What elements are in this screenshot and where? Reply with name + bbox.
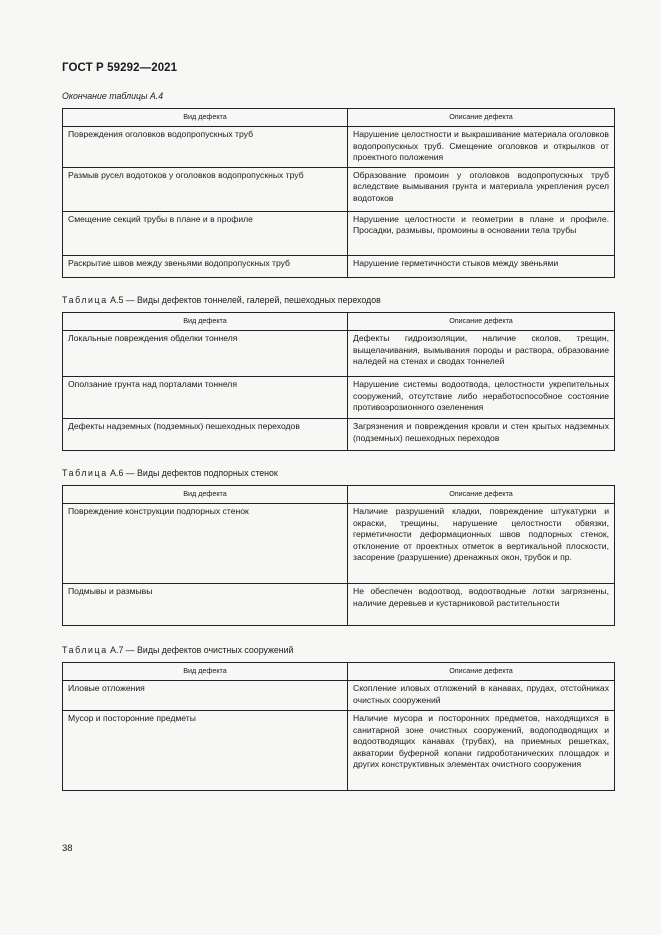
table-row <box>63 211 615 255</box>
defects-table <box>62 108 615 278</box>
table-row <box>63 711 615 791</box>
defect-type-cell: Оползание грунта над порталами тоннеля <box>63 377 348 419</box>
defect-type-cell: Смещение секций трубы в плане и в профиле <box>63 211 348 255</box>
defect-type-cell: Дефекты надземных (подземных) пешеходных переходов <box>63 419 348 451</box>
defect-type-cell: Локальные повреждения обделки тоннеля <box>63 331 348 377</box>
document-code: ГОСТ Р 59292—2021 <box>62 62 178 74</box>
defect-description-cell: Нарушение системы водоотвода, целостности укрепительных сооружений, отсутствие либо неработоспособное состояние противоэрозионного озеленения <box>348 377 615 419</box>
column-header-defect-type: Вид дефекта <box>63 313 348 331</box>
table-caption-text: А.7 — Виды дефектов очистных сооружений <box>107 645 294 655</box>
defects-table <box>62 312 615 451</box>
table-header-row <box>63 663 615 681</box>
defect-type-cell: Иловые отложения <box>63 681 348 711</box>
defect-description-cell: Загрязнения и повреждения кровли и стен крытых надземных (подземных) пешеходных переходов <box>348 419 615 451</box>
defect-type-cell: Повреждения оголовков водопропускных труб <box>63 127 348 168</box>
table-row <box>63 167 615 211</box>
defect-description-cell: Нарушение герметичности стыков между звеньями <box>348 255 615 277</box>
table-caption-text: А.5 — Виды дефектов тоннелей, галерей, пешеходных переходов <box>107 295 381 305</box>
defect-description-cell: Дефекты гидроизоляции, наличие сколов, трещин, выщелачивания, вымывания породы и раствора, образование наледей на стенах и сводах тоннелей <box>348 331 615 377</box>
defects-table <box>62 485 615 626</box>
defects-table <box>62 662 615 791</box>
defect-description-cell: Скопление иловых отложений в канавах, прудах, отстойниках очистных сооружений <box>348 681 615 711</box>
column-header-defect-type: Вид дефекта <box>63 109 348 127</box>
table-caption <box>62 295 381 306</box>
table-caption-prefix: Таблица <box>62 468 108 478</box>
table-caption <box>62 645 293 656</box>
table-header-row <box>63 313 615 331</box>
column-header-defect-description: Описание дефекта <box>348 663 615 681</box>
page-number: 38 <box>62 843 73 854</box>
table-caption-text: А.6 — Виды дефектов подпорных стенок <box>107 468 278 478</box>
defect-description-cell: Образование промоин у оголовков водопропускных труб вследствие вымывания грунта и материала укрепления русел водотоков <box>348 167 615 211</box>
defect-description-cell: Нарушение целостности и геометрии в плане и профиле. Просадки, размывы, промоины в основании тела трубы <box>348 211 615 255</box>
column-header-defect-description: Описание дефекта <box>348 486 615 504</box>
table-row <box>63 255 615 277</box>
table-header-row <box>63 109 615 127</box>
table-row <box>63 419 615 451</box>
table-caption <box>62 91 163 102</box>
defect-description-cell: Нарушение целостности и выкрашивание материала оголовков водопропускных труб. Смещение оголовков и открылков от проектного положения <box>348 127 615 168</box>
defect-description-cell: Не обеспечен водоотвод, водоотводные лотки загрязнены, наличие деревьев и кустарниковой растительности <box>348 584 615 626</box>
defect-description-cell: Наличие разрушений кладки, повреждение штукатурки и окраски, трещины, нарушение целостности обвязки, герметичности деформационных швов подпорных стенок, отклонение от проектных отметок в вертикальной плоскости, засорение (разрушение) дренажных окон, трубок и пр. <box>348 504 615 584</box>
table-header-row <box>63 486 615 504</box>
defect-type-cell: Подмывы и размывы <box>63 584 348 626</box>
defect-type-cell: Мусор и посторонние предметы <box>63 711 348 791</box>
defect-type-cell: Раскрытие швов между звеньями водопропускных труб <box>63 255 348 277</box>
defect-description-cell: Наличие мусора и посторонних предметов, находящихся в санитарной зоне очистных сооружений, водоподводящих и водоотводящих канавах (трубах), на приемных решетках, акватории буферной копани гидроботанических площадок и других конструктивных элементах очистного сооружения <box>348 711 615 791</box>
defect-type-cell: Размыв русел водотоков у оголовков водопропускных труб <box>63 167 348 211</box>
table-caption-prefix: Таблица <box>62 645 108 655</box>
column-header-defect-type: Вид дефекта <box>63 663 348 681</box>
table-caption <box>62 468 278 479</box>
column-header-defect-type: Вид дефекта <box>63 486 348 504</box>
table-row <box>63 681 615 711</box>
table-row <box>63 127 615 168</box>
table-row <box>63 377 615 419</box>
column-header-defect-description: Описание дефекта <box>348 313 615 331</box>
column-header-defect-description: Описание дефекта <box>348 109 615 127</box>
defect-type-cell: Повреждение конструкции подпорных стенок <box>63 504 348 584</box>
table-caption-text: Окончание таблицы А.4 <box>62 91 164 101</box>
table-row <box>63 584 615 626</box>
table-caption-prefix: Таблица <box>62 295 108 305</box>
table-row <box>63 331 615 377</box>
table-row <box>63 504 615 584</box>
